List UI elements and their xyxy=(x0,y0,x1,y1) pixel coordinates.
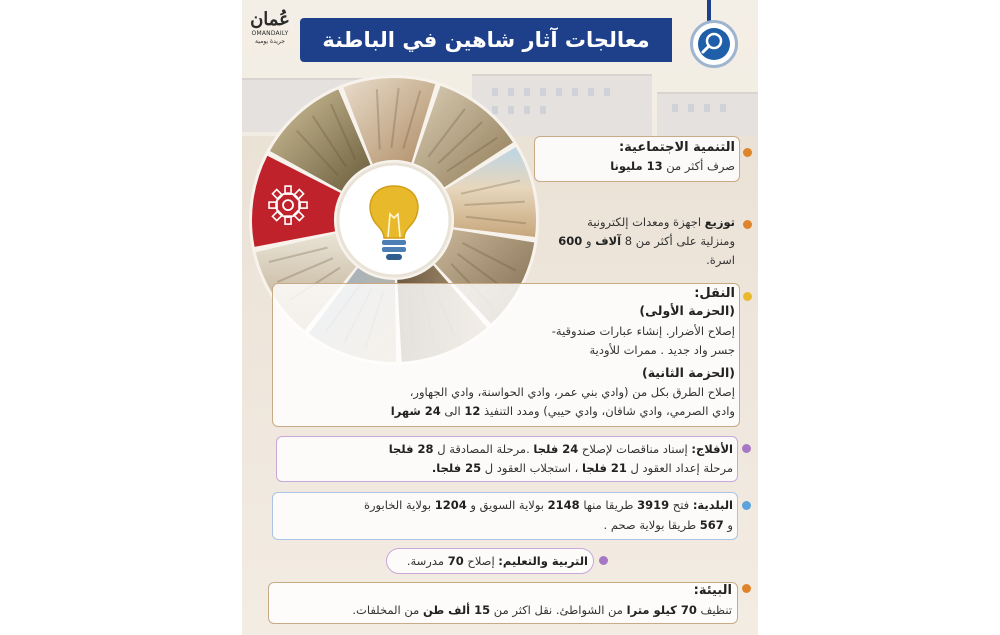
magnifier-icon xyxy=(700,30,726,56)
transport-pkg2-line1: إصلاح الطرق بكل من (وادي بني عمر، وادي الحواسنة، وادي الجهاور، xyxy=(409,385,735,399)
devices-line2: ومنزلية على أكثر من 8 آلاف و 600 xyxy=(558,234,735,248)
municipality-line2: و 567 طريقا بولاية صحم . xyxy=(603,518,733,532)
logo-latin: OMANDAILY xyxy=(251,30,289,37)
background-building xyxy=(657,92,758,140)
title-pin xyxy=(707,0,711,22)
transport-pkg1-line2: جسر واد جديد . ممرات للأودية xyxy=(589,343,735,357)
bullet-devices xyxy=(743,220,752,229)
bullet-aflaj xyxy=(742,444,751,453)
logo-sub: جريدة يومية xyxy=(255,38,285,45)
page-title: معالجات آثار شاهين في الباطنة xyxy=(322,28,650,52)
education-text: التربية والتعليم: إصلاح 70 مدرسة. xyxy=(406,554,588,568)
bullet-municipality xyxy=(742,501,751,510)
social-title: التنمية الاجتماعية: xyxy=(618,140,735,155)
transport-pkg2-line2: وادي الصرمي، وادي شافان، وادي حيبي) ومدد التنفيذ 12 الى 24 شهرا xyxy=(390,404,735,418)
transport-pkg1-line1: إصلاح الأضرار. إنشاء عبارات صندوقية- xyxy=(551,324,735,338)
bullet-environment xyxy=(742,584,751,593)
transport-title: النقل: xyxy=(694,286,735,301)
transport-pkg1-title: (الحزمة الأولى) xyxy=(639,303,735,318)
transport-pkg2-title: (الحزمة الثانية) xyxy=(641,365,735,380)
devices-line1: توزيع اجهزة ومعدات إلكترونية xyxy=(587,215,735,229)
bullet-transport xyxy=(743,292,752,301)
municipality-line1: البلدية: فتح 3919 طريقا منها 2148 بولاية السويق و 1204 بولاية الخابورة xyxy=(363,498,733,512)
environment-title: البيئة: xyxy=(693,583,732,598)
bullet-education xyxy=(599,556,608,565)
devices-line3: اسرة. xyxy=(706,253,735,267)
title-banner xyxy=(300,18,672,62)
aflaj-line1: الأفلاج: إسناد مناقصات لإصلاح 24 فلجا .مرحلة المصادقة ل 28 فلجا xyxy=(388,442,733,456)
newspaper-logo xyxy=(248,10,292,46)
bullet-social xyxy=(743,148,752,157)
logo-name: عُمان xyxy=(250,9,290,30)
environment-text: تنظيف 70 كيلو مترا من الشواطئ. نقل اكثر من 15 ألف طن من المخلفات. xyxy=(352,603,732,617)
infographic-poster xyxy=(242,0,758,635)
social-text: صرف أكثر من 13 مليونا xyxy=(610,159,735,173)
aflaj-line2: مرحلة إعداد العقود ل 21 فلجا ، استجلاب العقود ل 25 فلجا. xyxy=(431,461,733,475)
